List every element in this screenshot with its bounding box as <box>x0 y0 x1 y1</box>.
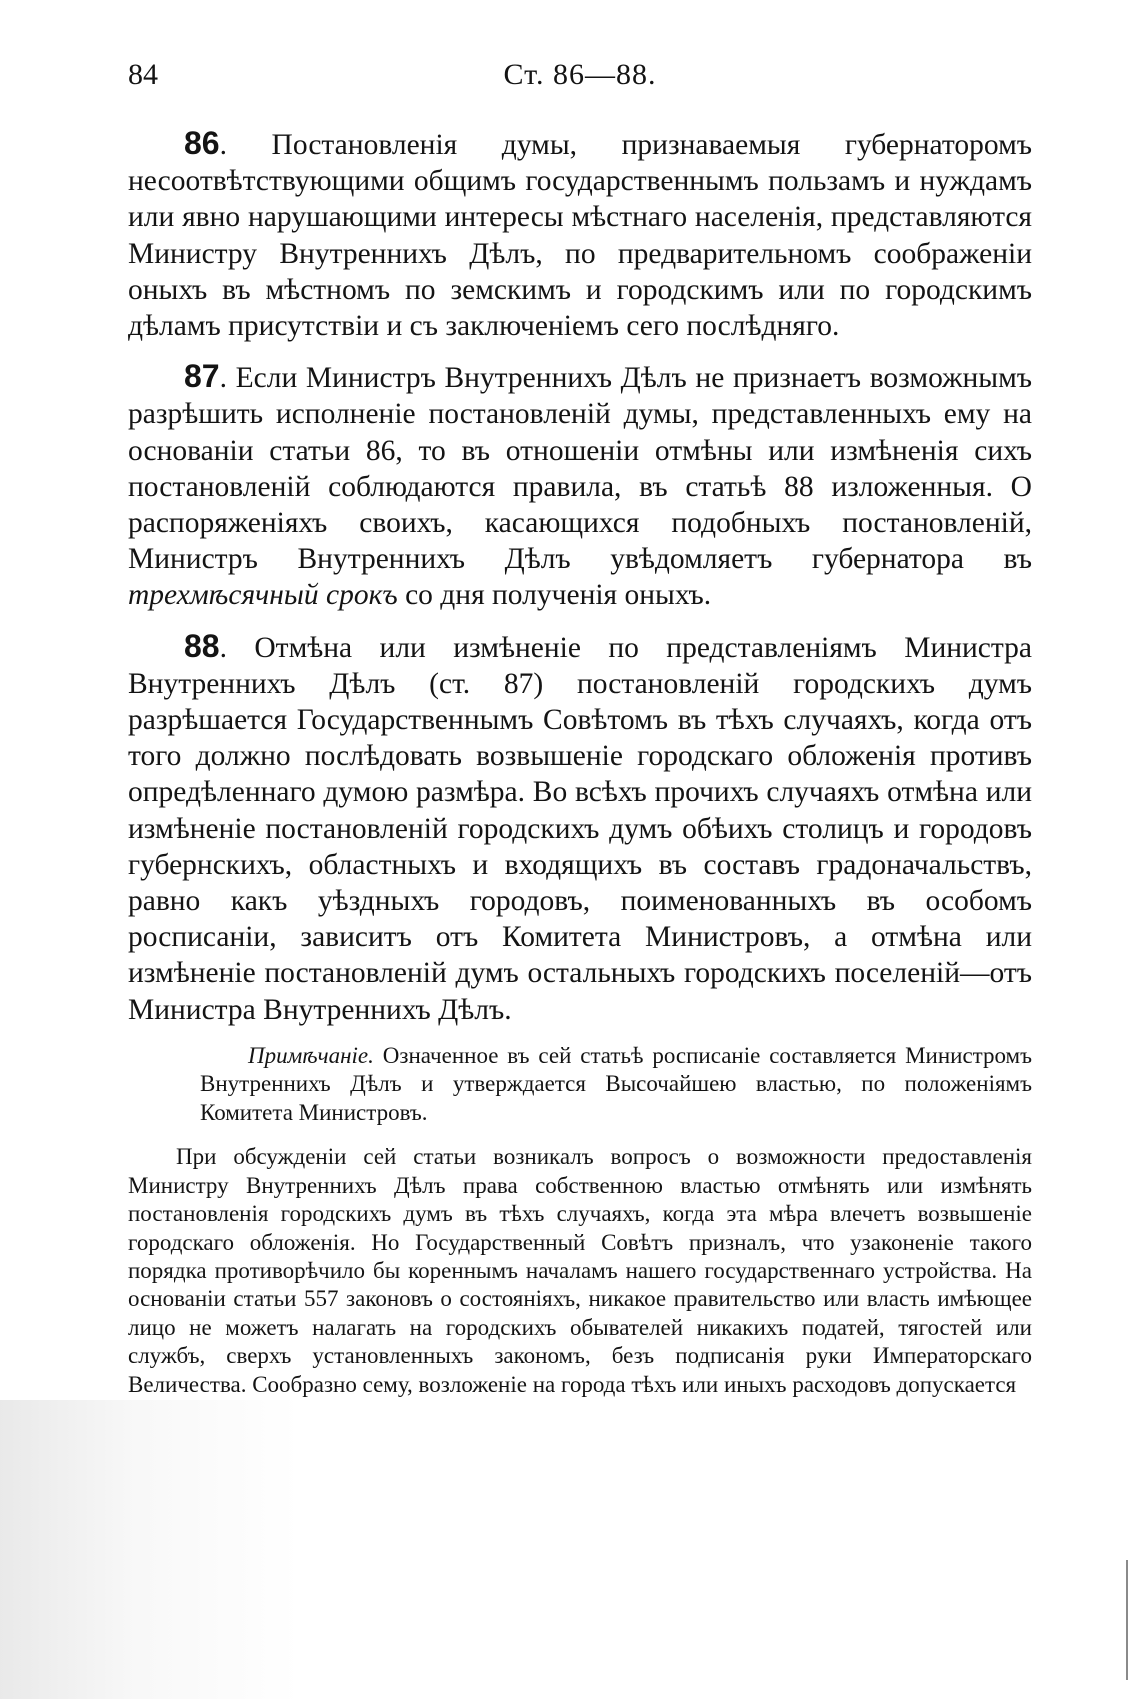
page-header <box>128 58 1032 98</box>
article-text: . Постановленія думы, признаваемыя губернаторомъ несоотвѣтствующими общимъ государственнымъ пользамъ и нуждамъ или явно нарушающими интересы мѣстнаго населенія, представляются Министру Внутреннихъ Дѣлъ, по предварительномъ соображеніи оныхъ въ мѣстномъ по земскимъ и городскимъ или по городскимъ дѣламъ присутствіи и съ заключеніемъ сего послѣдняго. <box>128 129 1032 343</box>
commentary-paragraph: При обсужденіи сей статьи возникалъ вопросъ о возможности предоставленія Министру Внутреннихъ Дѣлъ права собственною властью отмѣнять или измѣнять постановленія городскихъ думъ въ тѣхъ случаяхъ, когда эта мѣра влечетъ возвышеніе городскаго обложенія. Но Государственный Совѣтъ призналъ, что узаконеніе такого порядка противорѣчило бы кореннымъ началамъ нашего государственнаго устройства. На основаніи статьи 557 законовъ о состояніяхъ, никакое правительство или власть имѣющее лицо не можетъ налагать на городскихъ обывателей никакихъ податей, тягостей или службъ, сверхъ установленныхъ закономъ, безъ подписанія руки Императорскаго Величества. Сообразно сему, возложеніе на города тѣхъ или иныхъ расходовъ допускается <box>128 1144 1032 1397</box>
scan-edge-mark <box>1126 1560 1128 1680</box>
running-head: Ст. 86—88. <box>503 58 657 91</box>
page-number: 84 <box>128 58 158 91</box>
note-label: Примѣчаніе. <box>248 1042 374 1068</box>
scan-discoloration <box>0 1400 300 1699</box>
note-text: Означенное въ сей статьѣ росписаніе составляется Министромъ Внутреннихъ Дѣлъ и утверждается Высочайшею властью, по положеніямъ Комитета Министровъ. <box>200 1042 1032 1125</box>
article-text: . Если Министръ Внутреннихъ Дѣлъ не признаетъ возможнымъ разрѣшить исполненіе постановленій думы, представленныхъ ему на основаніи статьи 86, то въ отношеніи отмѣны или измѣненія сихъ постановленій соблюдаются правила, въ статьѣ 88 изложенныя. О распоряженіяхъ своихъ, касающихся подобныхъ постановленій, Министръ Внутреннихъ Дѣлъ увѣдомляетъ губернатора въ <box>128 362 1032 576</box>
article-note <box>200 1042 1032 1128</box>
article-text: . Отмѣна или измѣненіе по представленіямъ Министра Внутреннихъ Дѣлъ (ст. 87) постановленій городскихъ думъ разрѣшается Государственнымъ Совѣтомъ въ тѣхъ случаяхъ, когда отъ того должно послѣдовать возвышеніе городскаго обложенія противъ опредѣленнаго думою размѣра. Во всѣхъ прочихъ случаяхъ отмѣна или измѣненіе постановленій городскихъ думъ обѣихъ столицъ и городовъ губернскихъ, областныхъ и входящихъ въ составъ градоначальствъ, равно какъ уѣздныхъ городовъ, поименованныхъ въ особомъ росписаніи, зависитъ отъ Комитета Министровъ, а отмѣна или измѣненіе постановленій думъ остальныхъ городскихъ поселеній—отъ Министра Внутреннихъ Дѣлъ. <box>128 631 1032 1026</box>
article-88 <box>128 628 1032 1028</box>
article-text-end: со дня полученія оныхъ. <box>397 579 712 612</box>
article-86 <box>128 125 1032 344</box>
article-number: 87 <box>184 358 220 395</box>
article-number: 86 <box>184 125 220 161</box>
article-87 <box>128 358 1032 613</box>
article-emphasis: трехмѣсячный срокъ <box>128 579 398 612</box>
article-number: 88 <box>184 627 220 664</box>
page-body <box>128 125 1032 1399</box>
